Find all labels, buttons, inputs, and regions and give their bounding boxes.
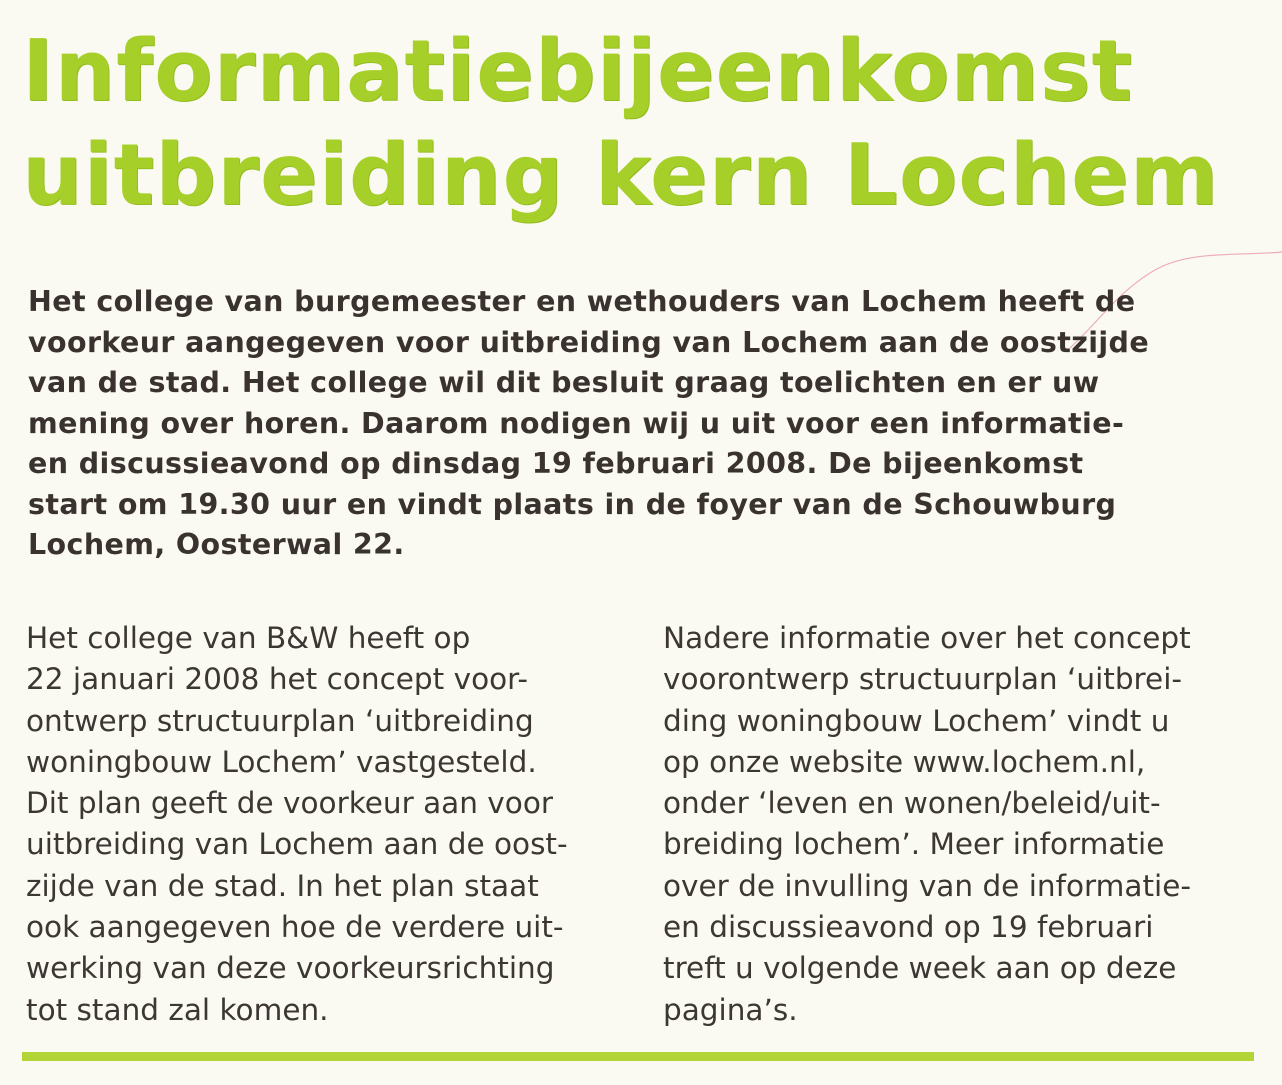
right-column-line: op onze website www.lochem.nl,	[663, 744, 1146, 779]
headline-line-2: uitbreiding kern Lochem	[22, 126, 1220, 225]
right-column-line: pagina’s.	[663, 992, 798, 1027]
left-column-line: uitbreiding van Lochem aan de oost-	[26, 827, 568, 862]
intro-paragraph	[28, 282, 1243, 566]
left-column-line: Dit plan geeft de voorkeur aan voor	[26, 786, 553, 821]
left-column-line: werking van deze voorkeursrichting	[26, 951, 555, 986]
intro-line: Lochem, Oosterwal 22.	[28, 528, 405, 561]
right-column-line: treft u volgende week aan op deze	[663, 951, 1177, 986]
bottom-divider-rule	[22, 1052, 1254, 1061]
left-column-line: 22 januari 2008 het concept voor-	[26, 662, 529, 697]
left-column-text	[26, 618, 626, 1031]
intro-line: Het college van burgemeester en wethouders van Lochem heeft de	[28, 285, 1136, 318]
right-column-line: onder ‘leven en wonen/beleid/uit-	[663, 786, 1161, 821]
left-column-line: ontwerp structuurplan ‘uitbreiding	[26, 703, 534, 738]
right-column-line: breiding lochem’. Meer informatie	[663, 827, 1165, 862]
left-column-line: zijde van de stad. In het plan staat	[26, 868, 539, 903]
intro-line: en discussieavond op dinsdag 19 februari 2008. De bijeenkomst	[28, 447, 1084, 480]
intro-line: start om 19.30 uur en vindt plaats in de foyer van de Schouwburg	[28, 487, 1117, 521]
left-column-line: ook aangegeven hoe de verdere uit-	[26, 910, 564, 945]
headline-line-1: Informatiebijeenkomst	[22, 22, 1134, 121]
left-column-line: Het college van B&W heeft op	[26, 621, 471, 655]
left-column-line: tot stand zal komen.	[26, 992, 329, 1027]
right-column-line: ding woningbouw Lochem’ vindt u	[663, 703, 1170, 738]
right-column-line: over de invulling van de informatie-	[663, 868, 1192, 903]
right-column-line: Nadere informatie over het concept	[663, 621, 1191, 655]
article-headline	[22, 20, 1219, 228]
right-column-line: voorontwerp structuurplan ‘uitbrei-	[663, 662, 1183, 697]
right-column-text	[663, 618, 1263, 1031]
left-column-line: woningbouw Lochem’ vastgesteld.	[26, 744, 537, 779]
intro-line: mening over horen. Daarom nodigen wij u uit voor een informatie-	[28, 406, 1125, 440]
right-column-line: en discussieavond op 19 februari	[663, 910, 1154, 945]
intro-line: van de stad. Het college wil dit besluit graag toelichten en er uw	[28, 366, 1100, 399]
intro-line: voorkeur aangegeven voor uitbreiding van Lochem aan de oostzijde	[28, 325, 1150, 359]
